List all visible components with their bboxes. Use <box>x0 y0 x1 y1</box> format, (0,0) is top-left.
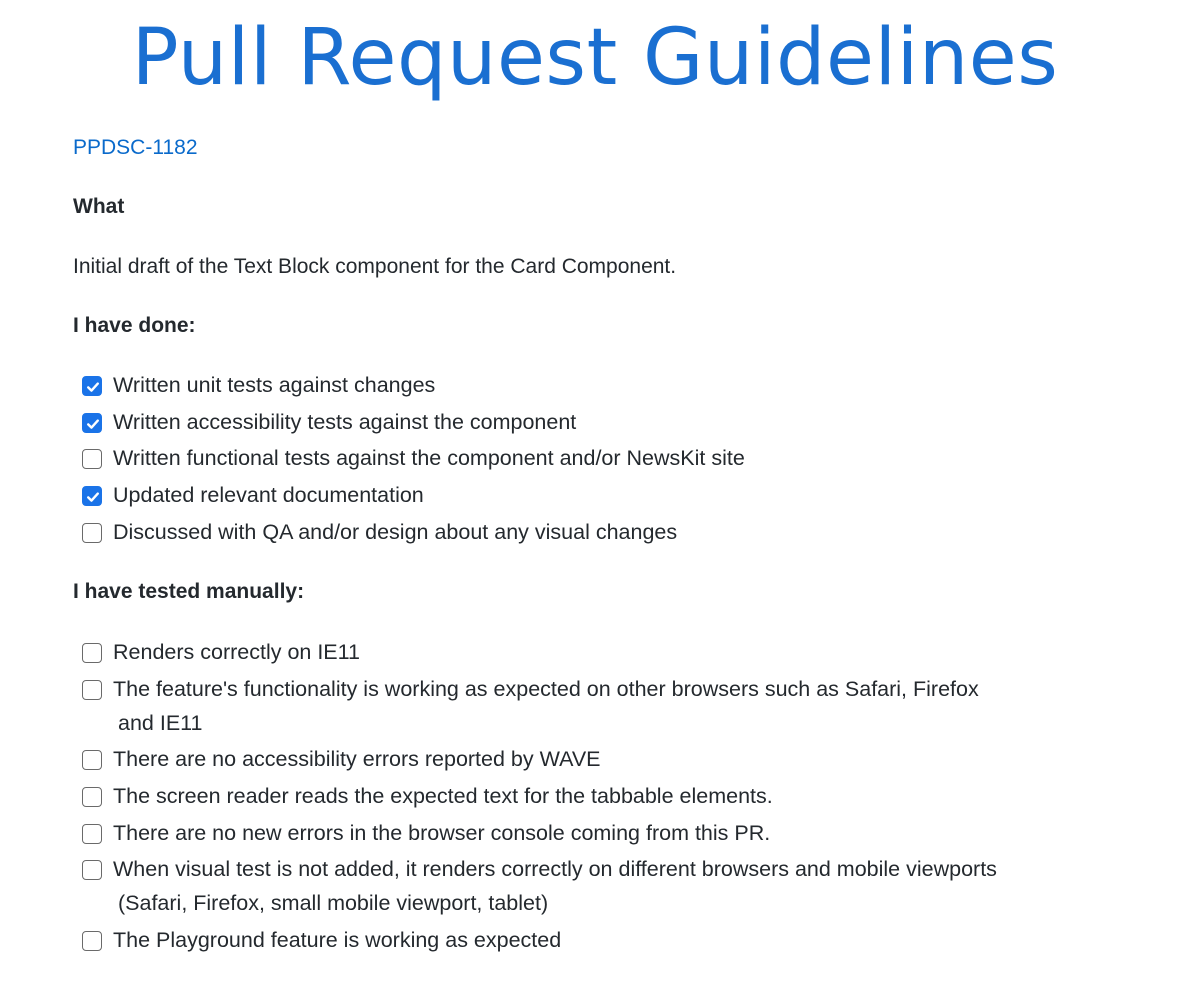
task-item <box>82 515 745 549</box>
task-item <box>82 672 997 740</box>
checkbox[interactable] <box>82 824 102 844</box>
task-item <box>82 478 745 512</box>
checkbox[interactable] <box>82 486 102 506</box>
checkmark-icon <box>85 416 101 432</box>
task-label: When visual test is not added, it renders correctly on different browsers and mobile viewports <box>113 857 997 882</box>
manual-heading: I have tested manually: <box>73 580 305 603</box>
task-item <box>82 779 997 813</box>
task-label: Written functional tests against the component and/or NewsKit site <box>113 446 745 471</box>
checkbox[interactable] <box>82 680 102 700</box>
checkbox[interactable] <box>82 449 102 469</box>
checkbox[interactable] <box>82 860 102 880</box>
task-label: Updated relevant documentation <box>113 483 424 508</box>
task-label: There are no accessibility errors reported by WAVE <box>113 747 601 772</box>
checkbox[interactable] <box>82 413 102 433</box>
what-description: Initial draft of the Text Block component for the Card Component. <box>73 255 677 278</box>
checkbox[interactable] <box>82 643 102 663</box>
task-item <box>82 441 745 475</box>
task-item <box>82 635 997 669</box>
checkbox[interactable] <box>82 523 102 543</box>
task-label: Written accessibility tests against the component <box>113 409 577 434</box>
task-label: The screen reader reads the expected text for the tabbable elements. <box>113 784 773 809</box>
task-label: The feature's functionality is working as expected on other browsers such as Safari, Firefox <box>113 676 979 701</box>
checkbox[interactable] <box>82 787 102 807</box>
task-label: Renders correctly on IE11 <box>113 640 360 664</box>
task-item <box>82 852 997 920</box>
task-item <box>82 816 997 850</box>
task-item <box>82 405 745 439</box>
checkbox[interactable] <box>82 376 102 396</box>
task-label: Written unit tests against changes <box>113 373 436 397</box>
done-task-list <box>82 368 745 551</box>
task-label: The Playground feature is working as expected <box>113 928 562 953</box>
page-title: Pull Request Guidelines <box>131 13 1059 103</box>
ticket-link[interactable]: PPDSC-1182 <box>73 136 198 159</box>
done-heading: I have done: <box>73 314 196 337</box>
checkmark-icon <box>85 489 101 505</box>
task-label-continuation: and IE11 <box>118 710 203 735</box>
checkbox[interactable] <box>82 931 102 951</box>
what-heading: What <box>73 195 125 218</box>
checkmark-icon <box>85 379 101 395</box>
task-item <box>82 742 997 776</box>
checkbox[interactable] <box>82 750 102 770</box>
task-label-continuation: (Safari, Firefox, small mobile viewport, tablet) <box>118 891 549 916</box>
task-label: Discussed with QA and/or design about any visual changes <box>113 519 678 544</box>
manual-task-list <box>82 635 997 960</box>
task-item <box>82 923 997 957</box>
task-label: There are no new errors in the browser console coming from this PR. <box>113 820 771 845</box>
task-item <box>82 368 745 402</box>
